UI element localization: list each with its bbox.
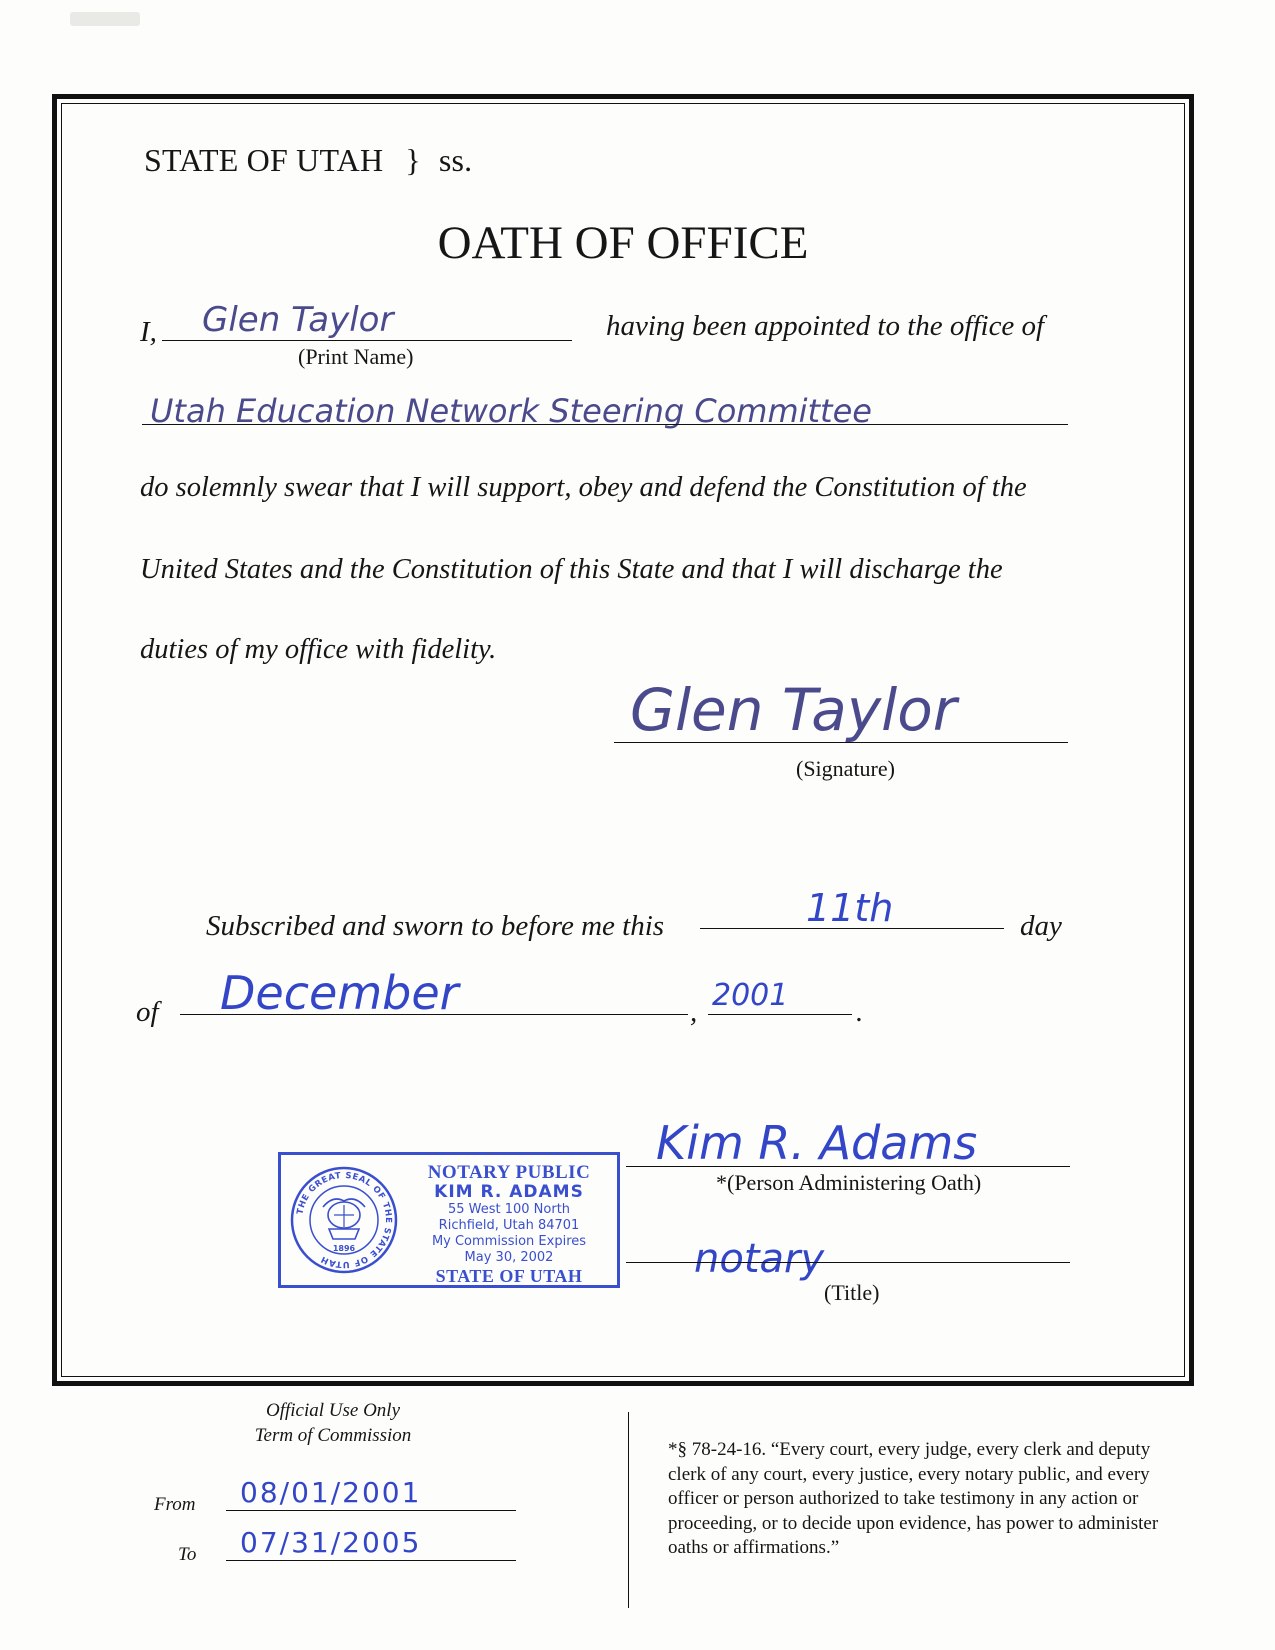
month-handwritten: December (220, 966, 459, 1020)
page-title: OATH OF OFFICE (437, 217, 809, 269)
oath-text-line-1: do solemnly swear that I will support, obey and defend the Constitution of the (140, 472, 1027, 503)
state-seal-icon (289, 1165, 399, 1275)
oath-text-line-2: United States and the Constitution of this State and that I will discharge the (140, 554, 1003, 585)
scan-artifact (70, 12, 140, 26)
administering-caption: *(Person Administering Oath) (716, 1170, 982, 1195)
signature-caption: (Signature) (796, 756, 895, 781)
term-to-line (226, 1560, 516, 1561)
official-use-heading (192, 1398, 474, 1448)
office-line (142, 424, 1068, 425)
stamp-line-5: My Commission Expires (431, 1234, 587, 1249)
day-handwritten: 11th (806, 886, 894, 930)
oath-form-inner (61, 103, 1185, 1377)
notary-stamp (278, 1152, 620, 1288)
date-period: . (856, 996, 864, 1028)
term-from-line (226, 1510, 516, 1511)
term-to-label: To (178, 1544, 197, 1565)
year-handwritten: 2001 (712, 978, 789, 1013)
ss-abbrev: ss. (438, 142, 473, 178)
title-line (626, 1262, 1070, 1263)
stamp-text (403, 1163, 615, 1286)
stamp-line-7: STATE OF UTAH (435, 1266, 583, 1286)
state-venue (144, 142, 472, 179)
date-comma: , (690, 996, 698, 1028)
bottom-divider (628, 1412, 629, 1608)
oath-text-line-3: duties of my office with fidelity. (140, 634, 497, 665)
term-from-label: From (154, 1494, 196, 1515)
title-handwritten: notary (694, 1236, 825, 1282)
state-name: STATE OF UTAH (144, 142, 384, 178)
statute-note: *§ 78-24-16. “Every court, every judge, every clerk and deputy clerk of any court, every justice, every notary public, and every officer or person authorized to take testimony in any action or proceeding, or to decide upon evidence, has power to administer oaths or affirmations.” (668, 1439, 1159, 1558)
notary-signature-handwritten: Kim R. Adams (656, 1116, 978, 1170)
printed-name-handwritten: Glen Taylor (202, 300, 394, 340)
day-line (700, 928, 1004, 929)
stamp-line-6: May 30, 2002 (464, 1250, 554, 1265)
stamp-line-1: NOTARY PUBLIC (427, 1162, 591, 1183)
stamp-line-2: KIM R. ADAMS (434, 1182, 584, 1202)
officer-signature-handwritten: Glen Taylor (630, 676, 957, 744)
term-to-value: 07/31/2005 (240, 1526, 422, 1559)
month-line (180, 1014, 688, 1015)
title-caption: (Title) (824, 1280, 880, 1305)
print-name-line (162, 340, 572, 341)
signature-line (614, 742, 1068, 743)
sworn-phrase: Subscribed and sworn to before me this (206, 910, 665, 942)
stamp-line-4: Richfield, Utah 84701 (438, 1218, 580, 1233)
office-handwritten: Utah Education Network Steering Committee (150, 392, 872, 430)
print-name-caption: (Print Name) (298, 344, 414, 369)
of-word: of (136, 996, 159, 1028)
appointment-phrase: having been appointed to the office of (606, 310, 1045, 342)
seal-ring-text: THE GREAT SEAL OF THE STATE OF UTAH (295, 1170, 394, 1270)
venue-brace: } (405, 142, 421, 178)
seal-year: 1896 (332, 1244, 356, 1253)
day-word: day (1020, 910, 1062, 942)
year-line (708, 1014, 852, 1015)
pronoun-i: I, (140, 316, 157, 348)
administering-line (626, 1166, 1070, 1167)
official-use-line-2: Term of Commission (254, 1425, 412, 1446)
oath-form-frame (52, 94, 1194, 1386)
stamp-line-3: 55 West 100 North (447, 1202, 571, 1217)
term-from-value: 08/01/2001 (240, 1476, 422, 1509)
official-use-line-1: Official Use Only (265, 1400, 401, 1421)
